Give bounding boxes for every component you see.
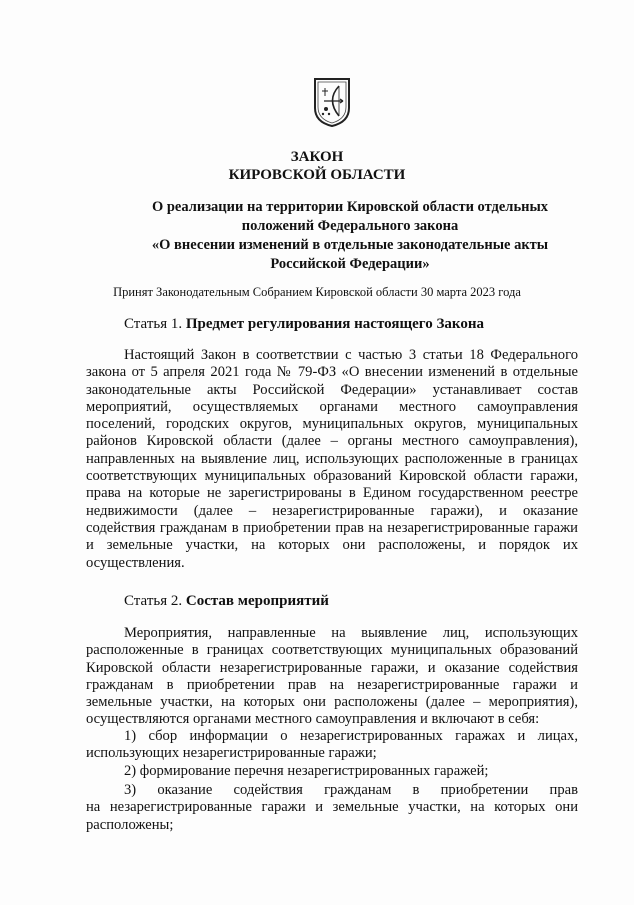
text-line: Кировской области незарегистрированные гаражи, и оказание содействия <box>86 659 578 676</box>
text-line: осуществления. <box>86 554 185 571</box>
text-line: земельные участки, на которых они расположены (далее – мероприятия), <box>86 694 578 711</box>
text-line: поселений, городских округов, муниципальных округов, муниципальных <box>86 416 578 433</box>
list-item-1 <box>86 728 578 763</box>
text-line: 1) сбор информации о незарегистрированных гаражах и лицах, <box>124 728 578 744</box>
text-line: 3) оказание содействия гражданам в приобретении прав <box>124 782 578 798</box>
coat-of-arms-icon <box>312 76 352 128</box>
text-line: мероприятий, осуществляемых органами местного самоуправления <box>86 398 578 415</box>
text-line: расположенные в границах соответствующих муниципальных образований <box>86 642 578 659</box>
article-2-body <box>86 625 578 729</box>
law-region-title: КИРОВСКОЙ ОБЛАСТИ <box>228 167 406 183</box>
text-line: Мероприятия, направленные на выявление лиц, использующих <box>124 625 578 641</box>
text-line: районов Кировской области (далее – органы местного самоуправления), <box>86 433 578 450</box>
article-name: Предмет регулирования настоящего Закона <box>185 316 484 332</box>
text-line: законодательные акты Российской Федерации» устанавливает состав <box>86 381 578 398</box>
article-name: Состав мероприятий <box>185 593 329 609</box>
subtitle-line: «О внесении изменений в отдельные законодательные акты <box>151 237 549 253</box>
text-line: недвижимости (далее – незарегистрированные гаражи), и оказание <box>86 502 578 519</box>
subtitle-line: О реализации на территории Кировской области отдельных <box>151 199 549 215</box>
law-title: ЗАКОН <box>290 149 344 165</box>
text-line: Настоящий Закон в соответствии с частью 3 статьи 18 Федерального <box>124 347 578 363</box>
text-line: на незарегистрированные гаражи и земельные участки, на которых они <box>86 799 578 816</box>
text-line: права на которые не зарегистрированы в Едином государственном реестре <box>86 485 578 502</box>
subtitle-line: положений Федерального закона <box>241 218 459 234</box>
article-1-body <box>86 347 578 572</box>
text-line: соответствующих муниципальных образований Кировской области гаражи, <box>86 468 578 485</box>
list-item-3 <box>86 782 578 834</box>
article-2-heading <box>124 592 329 611</box>
text-line: расположены; <box>86 816 174 833</box>
law-subtitle <box>120 198 580 274</box>
text-line: направленных на выявление лиц, использующих расположенные в границах <box>86 450 578 467</box>
article-1-heading <box>124 315 484 334</box>
text-line: закона от 5 апреля 2021 года № 79-ФЗ «О внесении изменений в отдельные <box>86 364 578 381</box>
subtitle-line: Российской Федерации» <box>270 256 430 272</box>
adoption-note: Принят Законодательным Собранием Кировской области 30 марта 2023 года <box>113 285 521 299</box>
text-line: и земельные участки, на которых они расположены, и порядок их <box>86 537 578 554</box>
article-number: Статья 2. <box>124 593 183 609</box>
list-item-2 <box>86 763 578 780</box>
article-number: Статья 1. <box>124 316 183 332</box>
text-line: осуществляются органами местного самоуправления и включают в себя: <box>86 711 540 728</box>
text-line: гражданам в приобретении прав на незарегистрированные гаражи и <box>86 676 578 693</box>
text-line: содействия гражданам в приобретении прав на незарегистрированные гаражи <box>86 519 578 536</box>
text-line: 2) формирование перечня незарегистрированных гаражей; <box>124 763 489 779</box>
text-line: использующих незарегистрированные гаражи; <box>86 745 377 762</box>
